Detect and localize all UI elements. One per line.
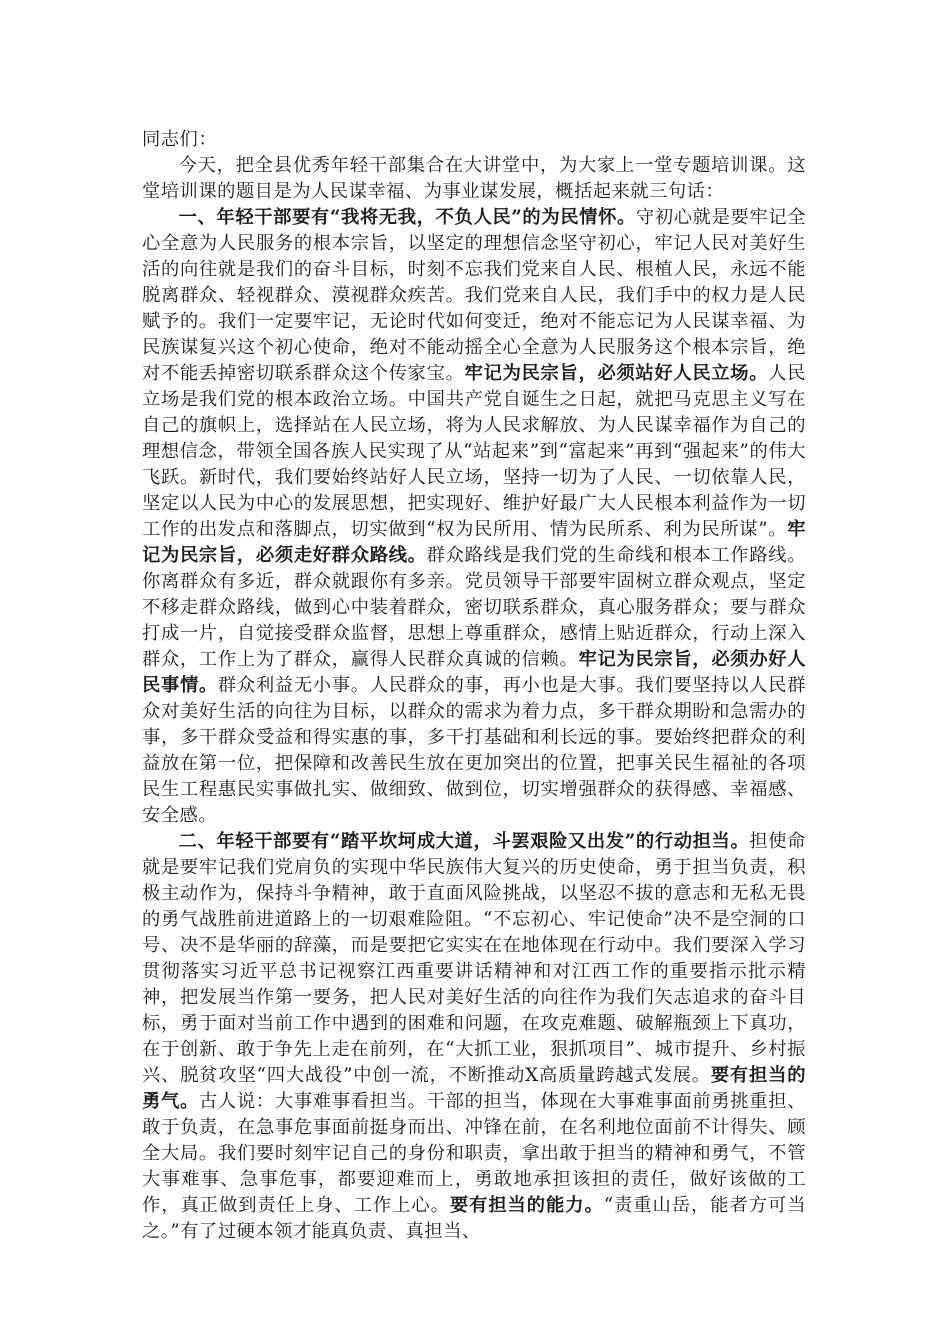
section-1-text-a: 守初心就是要牢记全心全意为人民服务的根本宗旨，以坚定的理想信念坚守初心，牢记人民对美好生活的向往就是我们的奋斗目标，时刻不忘我们党来自人民、根植人民，永远不能脱离群众、轻视群众、漠视群众疾苦。我们党来自人民，我们手中的权力是人民赋予的。我们一定要牢记，无论时代如何变迁，绝对不能忘记为人民谋幸福、为民族谋复兴这个初心使命，绝对不能动摇全心全意为人民服务这个根本宗旨，绝对不能丢掉密切联系群众这个传家宝。 (142, 207, 807, 384)
section-1-text-c: 群众路线是我们党的生命线和根本工作路线。你离群众有多近，群众就跟你有多亲。党员领导干部要牢固树立群众观点，坚定不移走群众路线，做到心中装着群众，密切联系群众，真心服务群众；要与群众打成一片，自觉接受群众监督，思想上尊重群众，感情上贴近群众，行动上深入群众，工作上为了群众，赢得人民群众真诚的信赖。 (142, 545, 807, 670)
section-1-subheading-affairs: 牢记为民宗旨，必须办好人民事情。 (142, 649, 807, 696)
section-1-text-b: 人民立场是我们党的根本政治立场。中国共产党自诞生之日起，就把马克思主义写在自己的旗帜上，选择站在人民立场，将为人民求解放、为人民谋幸福作为自己的理想信念，带领全国各族人民实现了从“站起来”到“富起来”再到“强起来”的伟大飞跃。新时代，我们要始终站好人民立场，坚持一切为了人民、一切依靠人民，坚定以人民为中心的发展思想，把实现好、维护好最广大人民根本利益作为一切工作的出发点和落脚点，切实做到“权为民所用、情为民所系、利为民所谋”。 (142, 363, 807, 540)
section-2-subheading-ability: 要有担当的能力。 (449, 1195, 604, 1216)
section-2-text-a: 担使命就是要牢记我们党肩负的实现中华民族伟大复兴的历史使命，勇于担当负责，积极主动作为，保持斗争精神，敢于直面风险挑战，以坚忍不拔的意志和无私无畏的勇气战胜前进道路上的一切艰难险阻。“不忘初心、牢记使命”决不是空洞的口号、决不是华丽的辞藻，而是要把它实实在在地体现在行动中。我们要深入学习贯彻落实习近平总书记视察江西重要讲话精神和对江西工作的重要指示批示精神，把发展当作第一要务，把人民对美好生活的向往作为我们矢志追求的奋斗目标，勇于面对当前工作中遇到的困难和问题，在攻克难题、破解瓶颈上下真功，在于创新、敢于争先上走在前列，在“大抓工业，狠抓项目”、城市提升、乡村振兴、脱贫攻坚“四大战役”中创一流，不断推动X高质量跨越式发展。 (142, 831, 806, 1086)
section-2-subheading-courage: 要有担当的勇气。 (142, 1065, 806, 1112)
section-1-subheading-stance: 牢记为民宗旨，必须站好人民立场。 (464, 363, 769, 384)
section-1-text-d: 群众利益无小事。人民群众的事，再小也是大事。我们要坚持以人民群众对美好生活的向往为目标，以群众的需求为着力点，多干群众期盼和急需办的事，多干群众受益和得实惠的事，多干打基础和利长远的事。要始终把群众的利益放在第一位，把保障和改善民生放在更加突出的位置，把事关民生福祉的各项民生工程惠民实事做扎实、做细致、做到位，切实增强群众的获得感、幸福感、安全感。 (142, 675, 807, 826)
section-1-paragraph (142, 205, 806, 829)
greeting: 同志们： (142, 129, 218, 150)
section-1-heading: 一、年轻干部要有“我将无我，不负人民”的为民情怀。 (178, 207, 636, 228)
section-1-subheading-mass-line: 牢记为民宗旨，必须走好群众路线。 (142, 519, 806, 566)
section-2-paragraph (142, 829, 806, 1245)
section-2-text-c: “责重山岳，能者方可当之。”有了过硬本领才能真负责、真担当、 (142, 1195, 807, 1242)
intro-paragraph: 今天，把全县优秀年轻干部集合在大讲堂中，为大家上一堂专题培训课。这堂培训课的题目是为人民谋幸福、为事业谋发展，概括起来就三句话： (142, 155, 806, 202)
section-2-heading: 二、年轻干部要有“踏平坎坷成大道，斗罢艰险又出发”的行动担当。 (178, 831, 750, 852)
document-page (142, 127, 806, 1245)
section-2-text-b: 古人说：大事难事看担当。干部的担当，体现在大事难事面前勇挑重担、敢于负责，在急事危事面前挺身而出、冲锋在前，在名利地位面前不计得失、顾全大局。我们要时刻牢记自己的身份和职责，拿出敢于担当的精神和勇气，不管大事难事、急事危事，都要迎难而上，勇敢地承担该担的责任，做好该做的工作，真正做到责任上身、工作上心。 (142, 1091, 807, 1216)
